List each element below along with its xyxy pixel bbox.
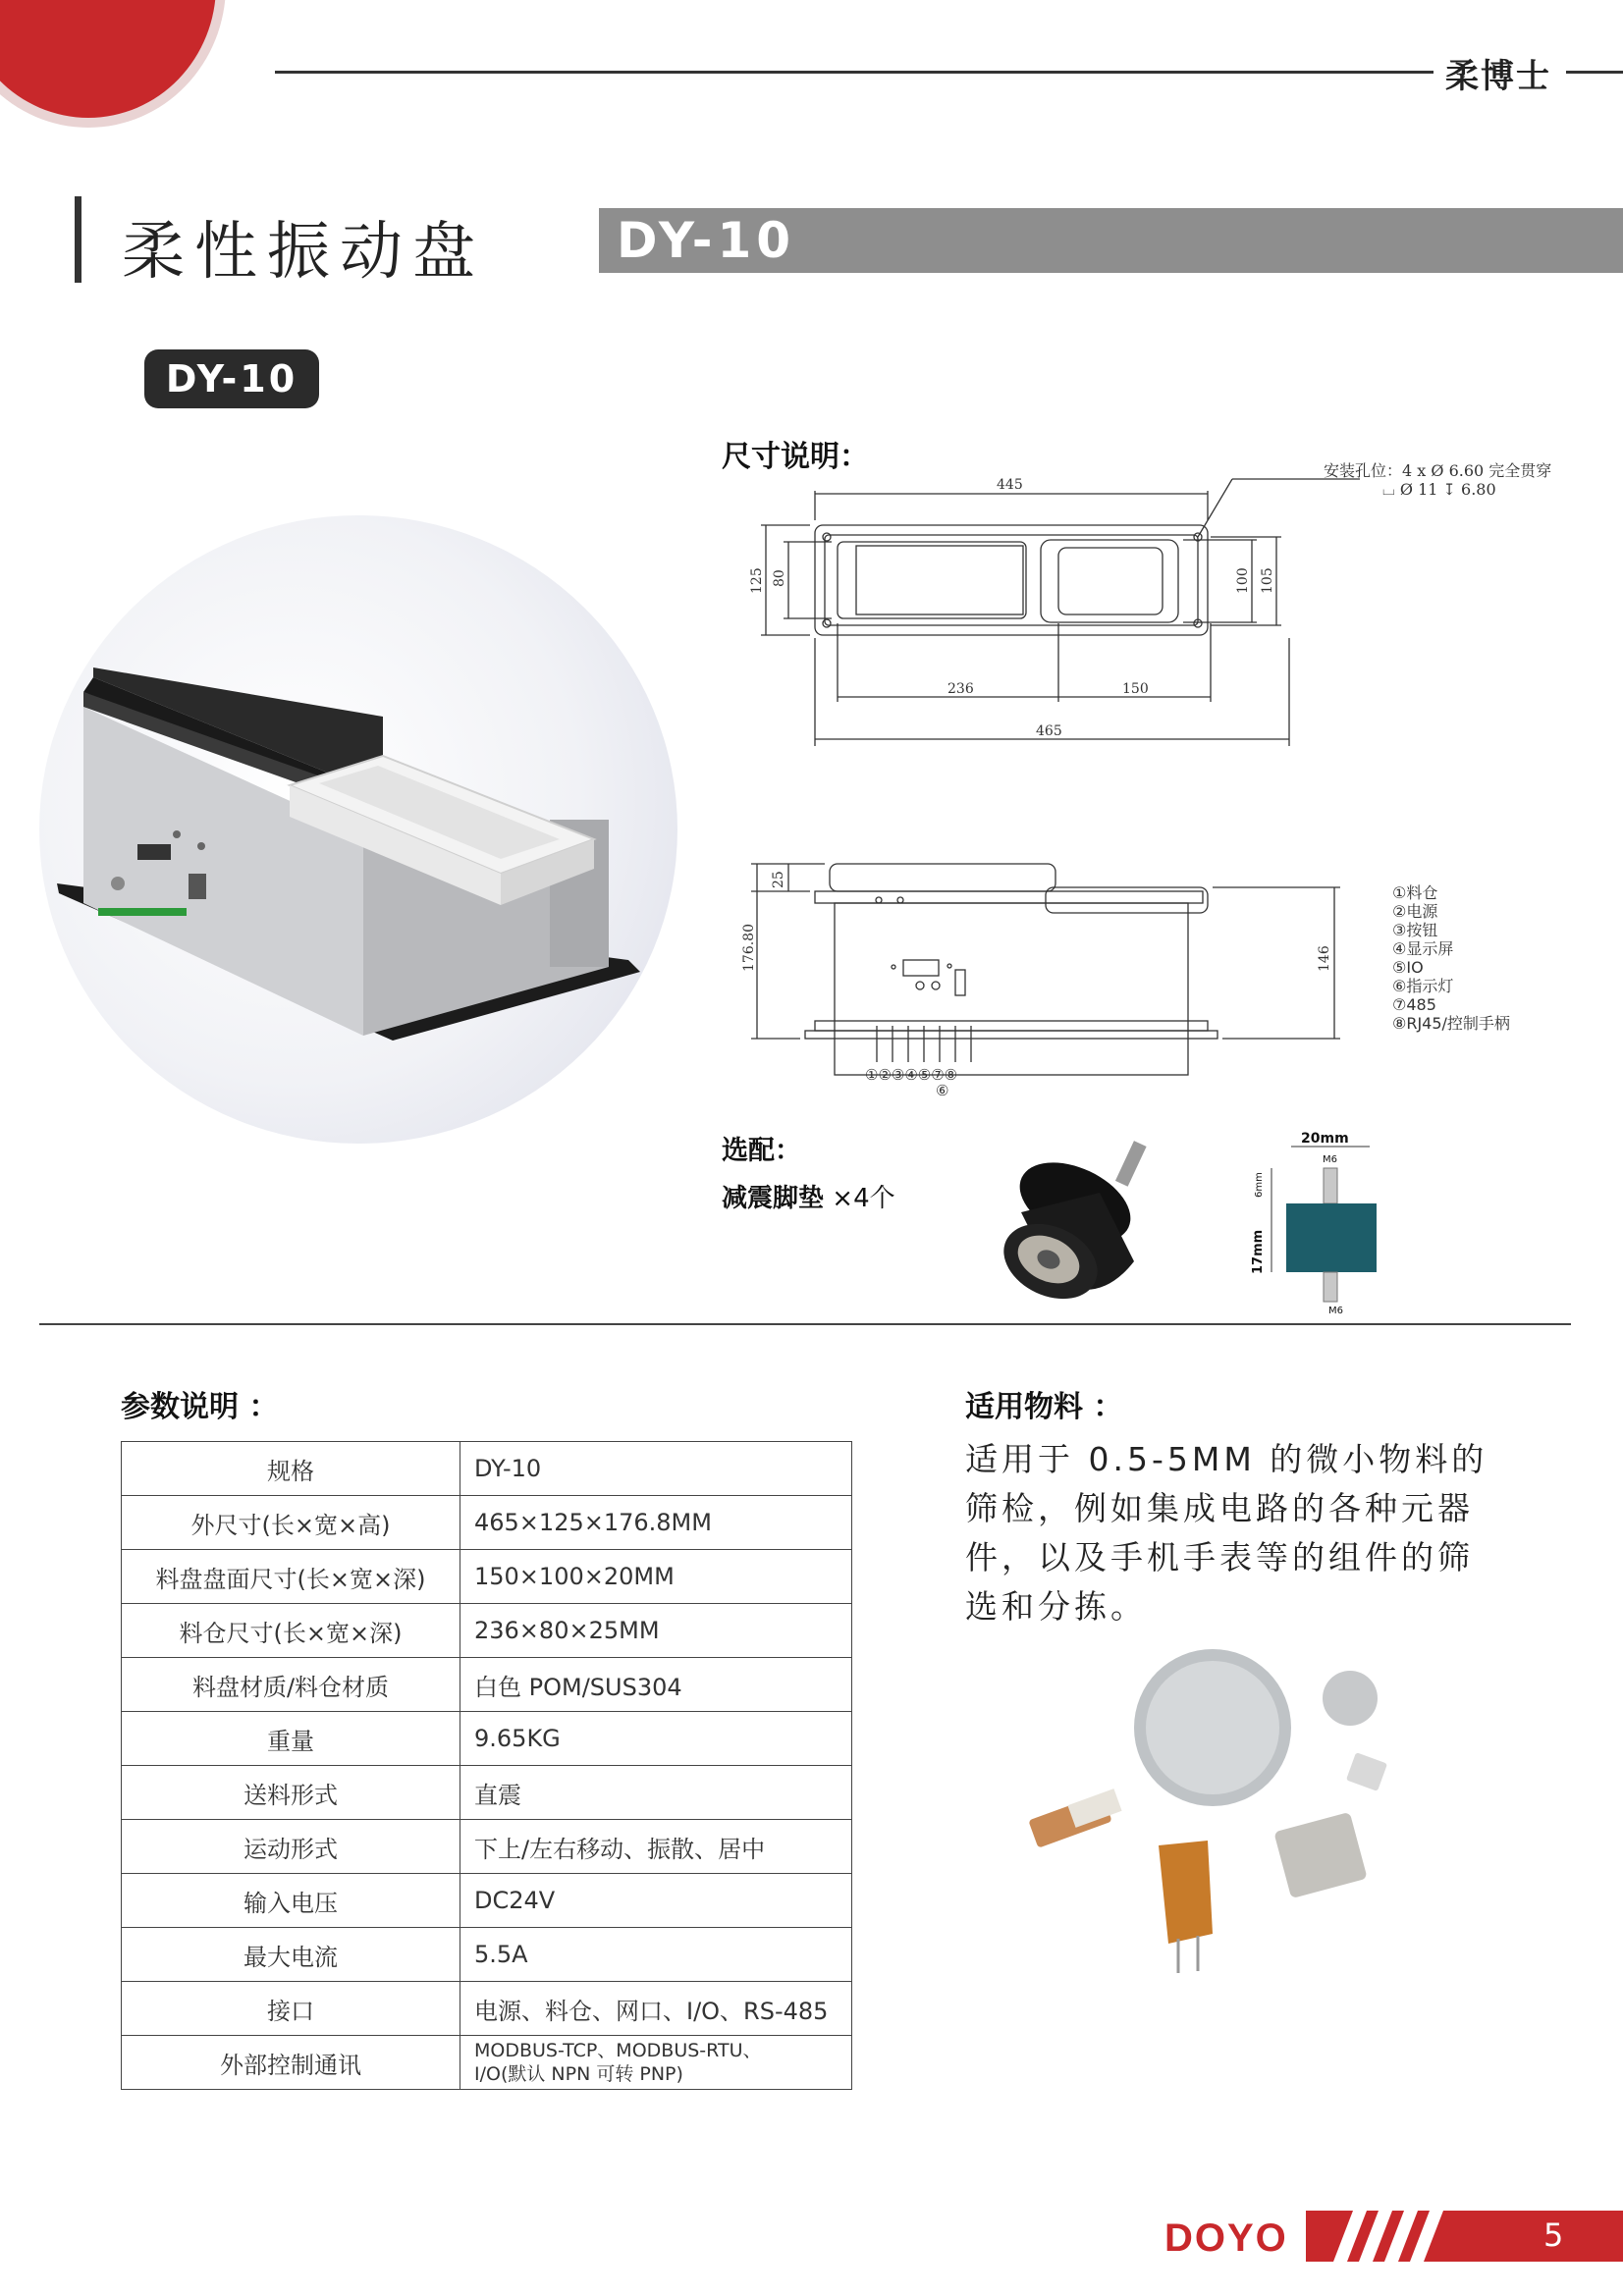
spec-value: 236×80×25MM bbox=[460, 1604, 852, 1658]
spec-value: 下上/左右移动、振散、居中 bbox=[460, 1820, 852, 1874]
dim-125: 125 bbox=[749, 567, 765, 594]
spec-value: 465×125×176.8MM bbox=[460, 1496, 852, 1550]
dim-445: 445 bbox=[997, 477, 1023, 493]
table-row bbox=[122, 1874, 852, 1928]
dim-m6-bottom: M6 bbox=[1328, 1306, 1343, 1315]
spec-key: 外部控制通讯 bbox=[122, 2036, 460, 2090]
title-accent-bar bbox=[75, 196, 81, 283]
table-row bbox=[122, 1766, 852, 1820]
brand-name: 柔博士 bbox=[1445, 57, 1551, 96]
legend-item: ⑥指示灯 bbox=[1392, 977, 1454, 995]
side-view-drawing bbox=[722, 844, 1370, 1099]
table-row bbox=[122, 1712, 852, 1766]
spec-key: 接口 bbox=[122, 1982, 460, 2036]
spec-value-line1: MODBUS-TCP、MODBUS-RTU、 bbox=[474, 2040, 762, 2061]
callout-row2: ⑥ bbox=[936, 1082, 949, 1099]
page-title: 柔性振动盘 bbox=[122, 216, 485, 289]
table-row bbox=[122, 2036, 852, 2090]
spec-value: 白色 POM/SUS304 bbox=[460, 1658, 852, 1712]
dim-150: 150 bbox=[1122, 681, 1149, 697]
legend-item: ③按钮 bbox=[1392, 921, 1438, 939]
product-image bbox=[39, 648, 648, 1060]
damper-foot-drawing bbox=[1232, 1129, 1409, 1315]
model-band bbox=[599, 208, 1623, 273]
dim-6mm: 6mm bbox=[1254, 1172, 1265, 1198]
spec-key: 料盘盘面尺寸(长×宽×深) bbox=[122, 1550, 460, 1604]
spec-key: 送料形式 bbox=[122, 1766, 460, 1820]
damper-foot-image bbox=[982, 1134, 1159, 1310]
header-rule-end bbox=[1566, 71, 1623, 74]
dim-465: 465 bbox=[1036, 723, 1062, 739]
mount-note-line1: 安装孔位：4 x Ø 6.60 完全贯穿 bbox=[1324, 461, 1552, 480]
accessory-line bbox=[722, 1178, 895, 1214]
spec-value: 直震 bbox=[460, 1766, 852, 1820]
dim-m6-top: M6 bbox=[1323, 1154, 1337, 1165]
legend-item: ⑧RJ45/控制手柄 bbox=[1392, 1014, 1510, 1033]
dim-20mm: 20mm bbox=[1301, 1131, 1349, 1147]
table-row bbox=[122, 1496, 852, 1550]
dim-105: 105 bbox=[1260, 567, 1275, 594]
spec-key: 最大电流 bbox=[122, 1928, 460, 1982]
materials-image bbox=[1011, 1649, 1434, 1983]
drawing-section-title: 尺寸说明： bbox=[722, 440, 869, 474]
materials-text: 适用于 0.5-5MM 的微小物料的筛检，例如集成电路的各种元器件，以及手机手表等的组件的筛选和分拣。 bbox=[965, 1440, 1488, 1626]
model-band-label: DY-10 bbox=[617, 212, 796, 269]
spec-table bbox=[121, 1441, 852, 2090]
section-divider bbox=[39, 1323, 1571, 1325]
spec-key: 外尺寸(长×宽×高) bbox=[122, 1496, 460, 1550]
table-row bbox=[122, 1658, 852, 1712]
footer-logo: DOYO bbox=[1164, 2216, 1288, 2260]
legend-item: ①料仓 bbox=[1392, 883, 1438, 902]
accessory-title: 选配： bbox=[722, 1136, 801, 1166]
dim-236: 236 bbox=[947, 681, 974, 697]
spec-key: 料仓尺寸(长×宽×深) bbox=[122, 1604, 460, 1658]
header-rule bbox=[275, 71, 1434, 74]
spec-value: DY-10 bbox=[460, 1442, 852, 1496]
mount-note-line2: ⌴ Ø 11 ↧ 6.80 bbox=[1382, 480, 1496, 499]
model-pill: DY-10 bbox=[144, 349, 319, 408]
spec-value: 电源、料仓、网口、I/O、RS-485 bbox=[460, 1982, 852, 2036]
legend-item: ⑤IO bbox=[1392, 958, 1424, 977]
materials-title: 适用物料 ： bbox=[965, 1390, 1123, 1424]
dim-80: 80 bbox=[772, 569, 787, 587]
port-legend bbox=[1392, 883, 1510, 1033]
top-view-drawing bbox=[722, 461, 1370, 756]
spec-key: 重量 bbox=[122, 1712, 460, 1766]
accessory-qty: ×4个 bbox=[832, 1184, 895, 1213]
spec-value: 150×100×20MM bbox=[460, 1550, 852, 1604]
spec-value bbox=[460, 2036, 852, 2090]
footer-stripes bbox=[1316, 2211, 1473, 2262]
spec-value: DC24V bbox=[460, 1874, 852, 1928]
params-title: 参数说明 ： bbox=[121, 1390, 279, 1424]
dim-146: 146 bbox=[1317, 945, 1332, 972]
spec-key: 料盘材质/料仓材质 bbox=[122, 1658, 460, 1712]
accessory-item: 减震脚垫 bbox=[722, 1184, 825, 1213]
callout-row1: ①②③④⑤⑦⑧ bbox=[865, 1066, 958, 1084]
corner-decoration bbox=[0, 0, 216, 118]
table-row bbox=[122, 1550, 852, 1604]
legend-item: ②电源 bbox=[1392, 902, 1438, 921]
table-row bbox=[122, 1928, 852, 1982]
spec-key: 输入电压 bbox=[122, 1874, 460, 1928]
dim-25: 25 bbox=[771, 871, 786, 888]
table-row bbox=[122, 1820, 852, 1874]
dim-17mm: 17mm bbox=[1251, 1229, 1266, 1274]
table-row bbox=[122, 1604, 852, 1658]
spec-key: 运动形式 bbox=[122, 1820, 460, 1874]
spec-value: 9.65KG bbox=[460, 1712, 852, 1766]
legend-item: ④显示屏 bbox=[1392, 939, 1454, 958]
spec-value: 5.5A bbox=[460, 1928, 852, 1982]
spec-value-line2: I/O(默认 NPN 可转 PNP) bbox=[474, 2063, 683, 2085]
spec-key: 规格 bbox=[122, 1442, 460, 1496]
table-row bbox=[122, 1982, 852, 2036]
table-row bbox=[122, 1442, 852, 1496]
page-number: 5 bbox=[1543, 2216, 1564, 2254]
legend-item: ⑦485 bbox=[1392, 995, 1436, 1014]
dim-176: 176.80 bbox=[741, 924, 757, 972]
dim-100: 100 bbox=[1235, 567, 1251, 594]
